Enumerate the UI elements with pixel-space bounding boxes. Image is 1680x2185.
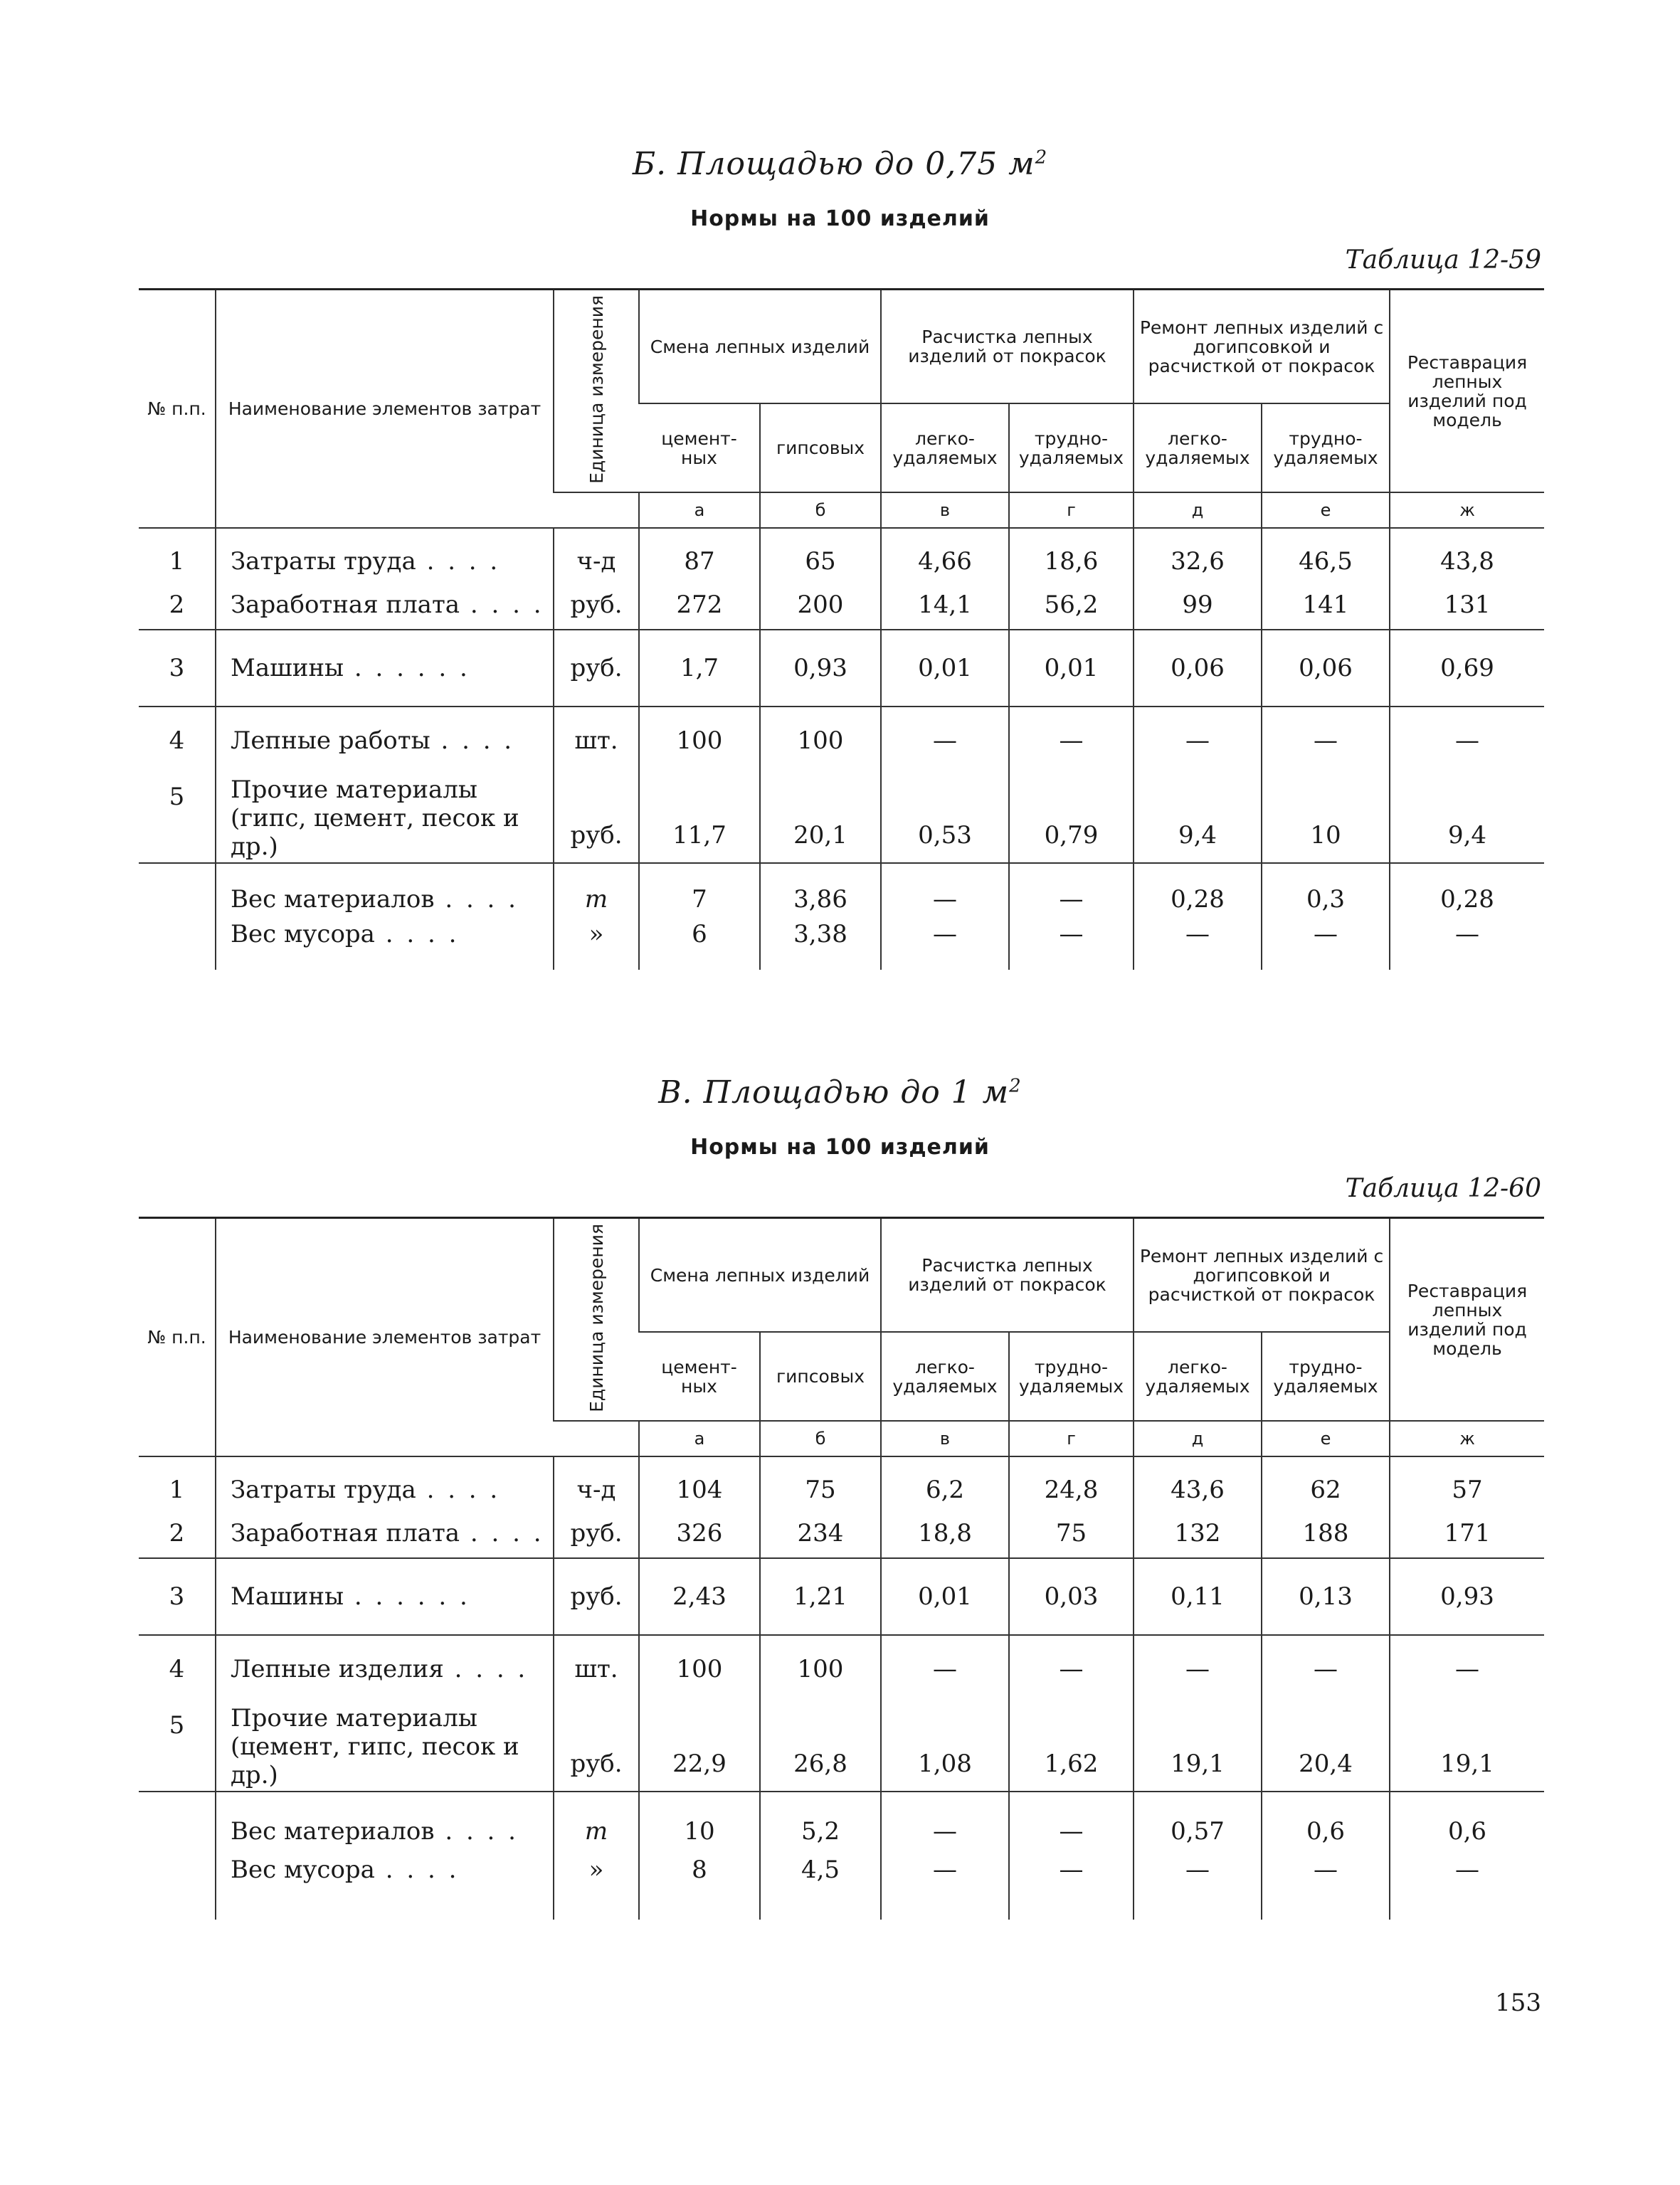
row-unit: руб. xyxy=(554,580,639,630)
cell-a: 11,7 xyxy=(639,774,760,863)
cell-a: 6 xyxy=(639,920,760,970)
cell-e: 20,4 xyxy=(1262,1703,1390,1792)
letter-g: г xyxy=(1009,492,1134,528)
cell-e: 141 xyxy=(1262,580,1390,630)
cell-zh: 19,1 xyxy=(1390,1703,1544,1792)
header-group-restore: Реставрация лепных изделий под модель xyxy=(1390,1218,1544,1422)
cell-b: 20,1 xyxy=(760,774,881,863)
page-number: 153 xyxy=(1495,1989,1541,2017)
cell-v: — xyxy=(881,1856,1009,1920)
letter-e: е xyxy=(1262,492,1390,528)
row-name: Вес мусора . . . . xyxy=(216,1856,554,1920)
header-unit-letter xyxy=(554,1421,639,1456)
cell-e: — xyxy=(1262,920,1390,970)
cell-g: — xyxy=(1009,1856,1134,1920)
cell-a: 22,9 xyxy=(639,1703,760,1792)
cell-a: 1,7 xyxy=(639,630,760,707)
header-group-clean: Расчистка лепных изделий от покрасок xyxy=(881,1218,1134,1333)
cell-v: 4,66 xyxy=(881,528,1009,580)
row-num: 4 xyxy=(169,726,185,755)
cell-b: 26,8 xyxy=(760,1703,881,1792)
cell-d: — xyxy=(1134,1856,1262,1920)
table-row xyxy=(139,707,1544,774)
letter-d: д xyxy=(1134,1421,1262,1456)
cell-v: — xyxy=(881,920,1009,970)
header-group-clean: Расчистка лепных изделий от покрасок xyxy=(881,290,1134,404)
row-num: 3 xyxy=(139,1558,216,1635)
cell-g: 56,2 xyxy=(1009,580,1134,630)
cell-d: 32,6 xyxy=(1134,528,1262,580)
header-easy-clean: легко-удаляемых xyxy=(881,1332,1009,1421)
cell-a: 7 xyxy=(639,863,760,920)
cell-zh: 171 xyxy=(1390,1508,1544,1558)
table-row xyxy=(139,774,1544,863)
cell-g: 18,6 xyxy=(1009,528,1134,580)
cell-d: 19,1 xyxy=(1134,1703,1262,1792)
cell-v: — xyxy=(881,707,1009,774)
header-group-replace: Смена лепных изделий xyxy=(639,1218,881,1333)
row-num: 5 xyxy=(139,774,216,863)
row-unit: руб. xyxy=(554,1558,639,1635)
header-easy-repair: легко-удаляемых xyxy=(1134,1332,1262,1421)
row-unit: т xyxy=(554,1792,639,1856)
header-unit: Единица измерения xyxy=(554,1218,639,1422)
cell-zh: — xyxy=(1390,920,1544,970)
row-unit: шт. xyxy=(554,707,639,774)
table-row xyxy=(139,1508,1544,1558)
cell-g: 0,79 xyxy=(1009,774,1134,863)
cell-d: 132 xyxy=(1134,1508,1262,1558)
cell-d: 99 xyxy=(1134,580,1262,630)
row-name: Машины . . . xyxy=(216,630,554,707)
row-num xyxy=(139,1792,216,1856)
table-row xyxy=(139,580,1544,630)
header-easy-repair: легко-удаляемых xyxy=(1134,403,1262,492)
header-hard-clean: трудно-удаляемых xyxy=(1009,403,1134,492)
cell-a: 2,43 xyxy=(639,1558,760,1635)
row-name: Машины . . . xyxy=(216,1558,554,1635)
cell-b: 234 xyxy=(760,1508,881,1558)
row-unit: ч-д xyxy=(554,1456,639,1508)
cell-zh: 0,69 xyxy=(1390,630,1544,707)
section-title-b: Б. Площадью до 0,75 $м^2$ xyxy=(632,146,1048,182)
cell-e: — xyxy=(1262,1856,1390,1920)
header-unit: Единица измерения xyxy=(554,290,639,493)
cell-d: 0,57 xyxy=(1134,1792,1262,1856)
row-num: 2 xyxy=(139,580,216,630)
cell-v: 0,01 xyxy=(881,1558,1009,1635)
cell-d: 9,4 xyxy=(1134,774,1262,863)
cell-b: 100 xyxy=(760,707,881,774)
row-name: Лепные изделия . . . . xyxy=(216,1635,554,1703)
row-num: 1 xyxy=(169,1476,185,1504)
cell-d: — xyxy=(1134,920,1262,970)
cell-zh: 43,8 xyxy=(1390,528,1544,580)
cell-e: 62 xyxy=(1262,1456,1390,1508)
row-unit: » xyxy=(554,920,639,970)
row-num: 3 xyxy=(139,630,216,707)
table-number-b: Таблица 12-59 xyxy=(1345,245,1541,275)
section-title-v: В. Площадью до 1 $м^2$ xyxy=(658,1074,1022,1111)
cell-g: — xyxy=(1009,707,1134,774)
cell-zh: 0,93 xyxy=(1390,1558,1544,1635)
header-gypsum: гипсовых xyxy=(760,403,881,492)
header-gypsum: гипсовых xyxy=(760,1332,881,1421)
header-cement: цемент-ных xyxy=(639,403,760,492)
row-unit: т xyxy=(554,863,639,920)
header-hard-repair: трудно-удаляемых xyxy=(1262,403,1390,492)
row-unit: шт. xyxy=(554,1635,639,1703)
row-name: Прочие материалы (цемент, гипс, песок и др.) xyxy=(216,1703,554,1792)
letter-b: б xyxy=(760,1421,881,1456)
row-num xyxy=(139,1856,216,1920)
cell-zh: — xyxy=(1390,707,1544,774)
cell-v: 0,53 xyxy=(881,774,1009,863)
letter-g: г xyxy=(1009,1421,1134,1456)
cell-v: 0,01 xyxy=(881,630,1009,707)
row-unit: руб. xyxy=(554,774,639,863)
cell-v: 6,2 xyxy=(881,1456,1009,1508)
row-name: Затраты труда . . . . xyxy=(216,528,554,580)
table-row xyxy=(139,1792,1544,1856)
row-name: Заработная плата . . . . xyxy=(216,1508,554,1558)
letter-a: а xyxy=(639,492,760,528)
row-name: Вес мусора . . . . xyxy=(216,920,554,970)
header-hard-repair: трудно-удаляемых xyxy=(1262,1332,1390,1421)
row-name: Вес материалов . . . . xyxy=(216,1792,554,1856)
header-num: № п.п. xyxy=(139,290,216,529)
cell-v: 14,1 xyxy=(881,580,1009,630)
cell-zh: 0,6 xyxy=(1390,1792,1544,1856)
cell-g: 75 xyxy=(1009,1508,1134,1558)
cell-e: — xyxy=(1262,1635,1390,1703)
cell-g: — xyxy=(1009,1635,1134,1703)
header-name: Наименование элементов затрат xyxy=(216,290,554,529)
table-row xyxy=(139,863,1544,920)
cell-e: — xyxy=(1262,707,1390,774)
header-group-replace: Смена лепных изделий xyxy=(639,290,881,404)
cell-b: 200 xyxy=(760,580,881,630)
cell-b: 3,86 xyxy=(760,863,881,920)
header-num: № п.п. xyxy=(139,1218,216,1457)
cell-b: 4,5 xyxy=(760,1856,881,1920)
header-hard-clean: трудно-удаляемых xyxy=(1009,1332,1134,1421)
cell-g: — xyxy=(1009,920,1134,970)
cell-g: 24,8 xyxy=(1009,1456,1134,1508)
cell-b: 75 xyxy=(760,1456,881,1508)
cell-b: 3,38 xyxy=(760,920,881,970)
header-easy-clean: легко-удаляемых xyxy=(881,403,1009,492)
letter-v: в xyxy=(881,492,1009,528)
header-name: Наименование элементов затрат xyxy=(216,1218,554,1457)
cell-zh: — xyxy=(1390,1856,1544,1920)
cell-zh: — xyxy=(1390,1635,1544,1703)
cell-b: 65 xyxy=(760,528,881,580)
table-row xyxy=(139,1456,1544,1508)
cell-e: 188 xyxy=(1262,1508,1390,1558)
row-num xyxy=(139,863,216,920)
cell-e: 10 xyxy=(1262,774,1390,863)
cell-g: — xyxy=(1009,863,1134,920)
cell-g: 1,62 xyxy=(1009,1703,1134,1792)
cell-zh: 131 xyxy=(1390,580,1544,630)
cell-a: 100 xyxy=(639,1635,760,1703)
row-num: 5 xyxy=(139,1703,216,1792)
cell-zh: 0,28 xyxy=(1390,863,1544,920)
cell-zh: 9,4 xyxy=(1390,774,1544,863)
cell-d: — xyxy=(1134,707,1262,774)
norms-caption-v: Нормы на 100 изделий xyxy=(690,1135,990,1160)
cell-e: 0,13 xyxy=(1262,1558,1390,1635)
cell-e: 0,06 xyxy=(1262,630,1390,707)
cell-d: — xyxy=(1134,1635,1262,1703)
row-name: Заработная плата . . . . xyxy=(216,580,554,630)
row-unit: руб. xyxy=(554,1703,639,1792)
cell-v: — xyxy=(881,1635,1009,1703)
cell-a: 326 xyxy=(639,1508,760,1558)
row-unit: руб. xyxy=(554,630,639,707)
cell-a: 8 xyxy=(639,1856,760,1920)
row-name: Прочие материалы (гипс, цемент, песок и др.) xyxy=(216,774,554,863)
header-unit-letter xyxy=(554,492,639,528)
cell-e: 0,6 xyxy=(1262,1792,1390,1856)
letter-a: а xyxy=(639,1421,760,1456)
letter-b: б xyxy=(760,492,881,528)
cell-d: 0,06 xyxy=(1134,630,1262,707)
norms-table-12-59 xyxy=(139,288,1544,970)
header-group-repair: Ремонт лепных изделий с догипсовкой и расчисткой от покрасок xyxy=(1134,290,1390,404)
cell-g: 0,01 xyxy=(1009,630,1134,707)
cell-e: 0,3 xyxy=(1262,863,1390,920)
cell-a: 104 xyxy=(639,1456,760,1508)
table-row xyxy=(139,1635,1544,1703)
cell-b: 100 xyxy=(760,1635,881,1703)
cell-e: 46,5 xyxy=(1262,528,1390,580)
table-number-v: Таблица 12-60 xyxy=(1345,1174,1541,1203)
header-group-repair: Ремонт лепных изделий с догипсовкой и расчисткой от покрасок xyxy=(1134,1218,1390,1333)
letter-zh: ж xyxy=(1390,1421,1544,1456)
letter-e: е xyxy=(1262,1421,1390,1456)
row-num: 2 xyxy=(139,1508,216,1558)
cell-v: — xyxy=(881,1792,1009,1856)
table-row xyxy=(139,528,1544,580)
row-num xyxy=(139,920,216,970)
cell-b: 0,93 xyxy=(760,630,881,707)
row-num: 4 xyxy=(169,1655,185,1683)
letter-d: д xyxy=(1134,492,1262,528)
cell-b: 1,21 xyxy=(760,1558,881,1635)
row-num: 1 xyxy=(169,547,185,576)
table-row xyxy=(139,1558,1544,1635)
cell-g: 0,03 xyxy=(1009,1558,1134,1635)
row-unit: » xyxy=(554,1856,639,1920)
table-row xyxy=(139,1856,1544,1920)
header-group-restore: Реставрация лепных изделий под модель xyxy=(1390,290,1544,493)
cell-a: 87 xyxy=(639,528,760,580)
cell-v: 1,08 xyxy=(881,1703,1009,1792)
table-row xyxy=(139,1703,1544,1792)
row-name: Лепные работы . . . . xyxy=(216,707,554,774)
letter-v: в xyxy=(881,1421,1009,1456)
cell-v: — xyxy=(881,863,1009,920)
cell-d: 43,6 xyxy=(1134,1456,1262,1508)
table-row xyxy=(139,920,1544,970)
row-unit: руб. xyxy=(554,1508,639,1558)
norms-table-12-60 xyxy=(139,1217,1544,1920)
row-name: Затраты труда . . . . xyxy=(216,1456,554,1508)
cell-d: 0,11 xyxy=(1134,1558,1262,1635)
cell-d: 0,28 xyxy=(1134,863,1262,920)
cell-g: — xyxy=(1009,1792,1134,1856)
cell-a: 100 xyxy=(639,707,760,774)
cell-v: 18,8 xyxy=(881,1508,1009,1558)
row-unit: ч-д xyxy=(554,528,639,580)
header-cement: цемент-ных xyxy=(639,1332,760,1421)
letter-zh: ж xyxy=(1390,492,1544,528)
cell-a: 10 xyxy=(639,1792,760,1856)
table-row xyxy=(139,630,1544,707)
cell-b: 5,2 xyxy=(760,1792,881,1856)
row-name: Вес материалов . . . . xyxy=(216,863,554,920)
cell-a: 272 xyxy=(639,580,760,630)
norms-caption-b: Нормы на 100 изделий xyxy=(690,206,990,231)
cell-zh: 57 xyxy=(1390,1456,1544,1508)
